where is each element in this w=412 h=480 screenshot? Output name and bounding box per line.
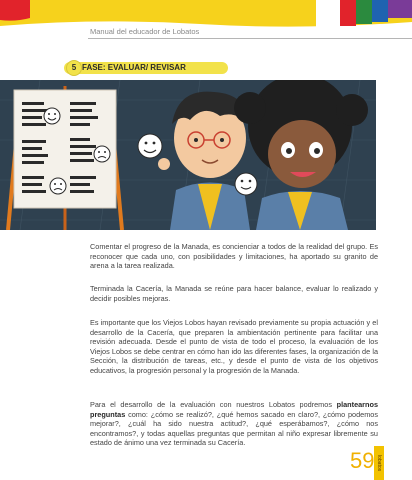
easel [8, 86, 122, 230]
paragraph-4-emphasis: plantearnos preguntas [90, 400, 378, 419]
page-number: 59 [350, 448, 375, 473]
paragraph-4 [90, 400, 378, 448]
section-title-text: FASE: EVALUAR/ REVISAR [82, 63, 186, 72]
paragraph-1: Comentar el progreso de la Manada, es concienciar a todos de la realidad del grupo. Es reconocer que cada uno, con posibilidades y limitaciones, ha aportado su granito de arena a la tarea realizada. [90, 242, 378, 271]
header-decoration [0, 0, 412, 38]
section-title [64, 62, 228, 74]
header-title: Manual del educador de Lobatos [90, 27, 200, 36]
evaluation-illustration [0, 80, 376, 230]
paragraph-2: Terminada la Cacería, la Manada se reúne para hacer balance, evaluar lo realizado y decidir posibles mejoras. [90, 284, 378, 303]
paragraph-3: Es importante que los Viejos Lobos hayan revisado previamente su propia actuación y el desarrollo de la Cacería, que preparen la ambientación pertinente para facilitar una revisión adecuada. Desde el punto de vista de todo el proceso, la evaluación de los Viejos Lobos se debe centrar en cómo han ido las diferentes fases, la organización de la Sección, la distribución de tareas, etc., y desde el punto de vista de los objetivos educativos, la progresión personal y la progresión de la Manada. [90, 318, 378, 375]
paragraph-4-lead: Para el desarrollo de la evaluación con nuestros Lobatos podremos [90, 400, 337, 409]
paragraph-4-rest: como: ¿cómo se realizó?, ¿qué hemos sacado en claro?, ¿cómo podemos mejorar?, ¿cuál ha sido nuestra actitud?, ¿qué esperábamos?, ¿cómo nos encontramos?, y todas aquellas preguntas que permitan al niño expresar libremente su estado de ánimo una vez terminada su Cacería. [90, 409, 378, 448]
section-number-badge: 5 [66, 60, 82, 76]
header-divider [88, 38, 412, 39]
side-tab-label: lobatos [376, 454, 382, 472]
